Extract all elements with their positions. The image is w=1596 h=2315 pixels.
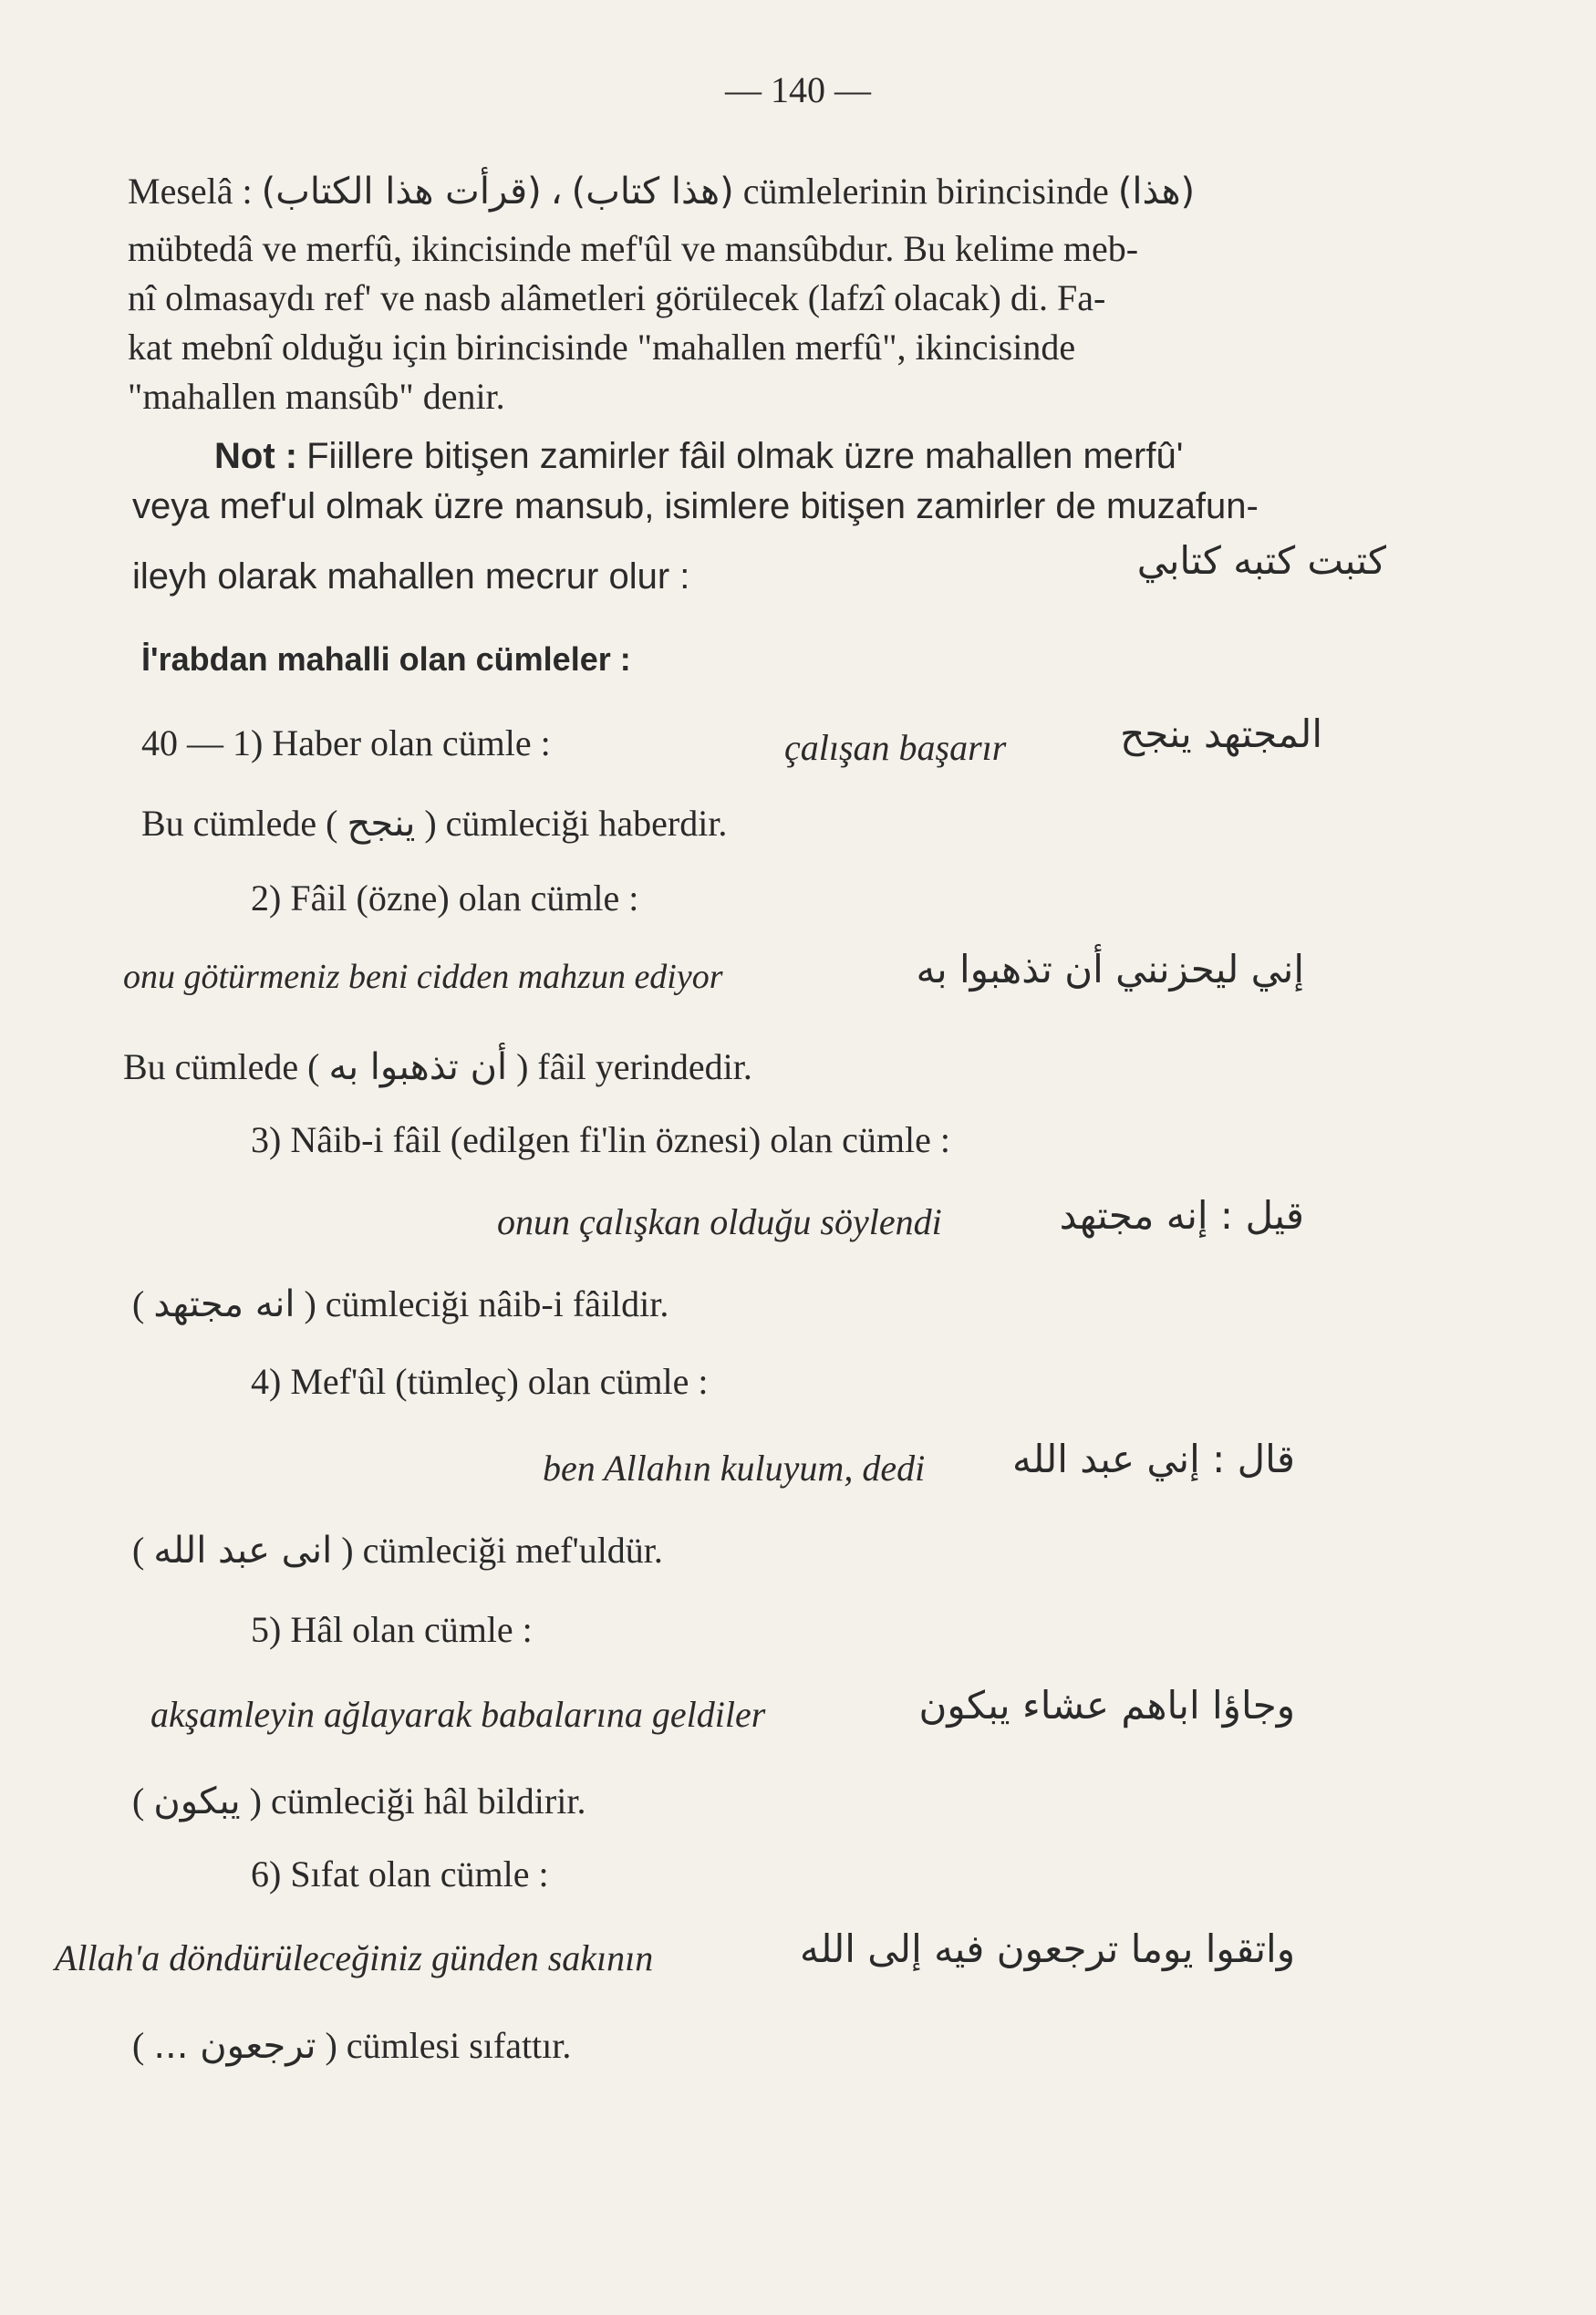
item-4-explain	[132, 1528, 663, 1573]
item-2-translation: onu götürmeniz beni cidden mahzun ediyor	[123, 958, 723, 996]
item-6-translation: Allah'a döndürüleceğiniz günden sakının	[55, 1937, 654, 1978]
item-2-arabic: إني ليحزنني أن تذهبوا به	[916, 947, 1304, 991]
item-3-explain-post: ) cümleciği nâib-i fâildir.	[304, 1283, 669, 1324]
example-label: Meselâ :	[128, 171, 253, 212]
item-2-explain-arabic: أن تذهبوا به	[328, 1046, 508, 1088]
item-5-explain-arabic: يبكون	[153, 1780, 241, 1822]
item-5-explain-post: ) cümleciği hâl bildirir.	[249, 1780, 586, 1822]
item-6-explain-post: ) cümlesi sıfattır.	[325, 2025, 572, 2066]
page-number: — 140 —	[725, 69, 871, 110]
item-1-explain-arabic: ينجح	[347, 803, 416, 845]
item-4-explain-pre: (	[132, 1530, 145, 1571]
item-1-translation: çalışan başarır	[784, 727, 1007, 768]
item-4-label: 4) Mef'ûl (tümleç) olan cümle :	[251, 1361, 709, 1402]
example-line-4: kat mebnî olduğu için birincisinde "mahallen merfû", ikincisinde	[128, 327, 1076, 368]
item-2-explain	[123, 1044, 752, 1090]
item-3-arabic: قيل : إنه مجتهد	[1059, 1193, 1304, 1238]
note-arabic: كتبت كتبه كتابي	[1136, 538, 1386, 583]
item-1-label: 40 — 1) Haber olan cümle :	[141, 722, 551, 763]
item-3-explain	[132, 1282, 668, 1327]
item-6-label: 6) Sıfat olan cümle :	[251, 1853, 549, 1895]
section-heading: İ'rabdan mahalli olan cümleler :	[141, 640, 631, 678]
note-line-1	[214, 433, 1183, 479]
item-2-explain-pre: Bu cümlede (	[123, 1046, 320, 1087]
note-line-3: ileyh olarak mahallen mecrur olur :	[132, 556, 690, 597]
item-4-arabic: قال : إني عبد الله	[1012, 1437, 1295, 1481]
example-arabic-1: (قرأت هذا الكتاب)	[261, 171, 542, 213]
note-text-1: Fiillere bitişen zamirler fâil olmak üzre mahallen merfû'	[306, 436, 1184, 476]
example-line-3: nî olmasaydı ref' ve nasb alâmetleri görülecek (lafzî olacak) di. Fa-	[128, 277, 1106, 318]
item-6-arabic: واتقوا يوما ترجعون فيه إلى الله	[800, 1926, 1295, 1971]
example-line-5: "mahallen mansûb" denir.	[128, 376, 505, 417]
item-6-explain-pre: (	[132, 2025, 145, 2066]
item-5-explain	[132, 1779, 586, 1824]
item-3-label: 3) Nâib-i fâil (edilgen fi'lin öznesi) olan cümle :	[251, 1119, 950, 1160]
item-5-arabic: وجاؤا اباهم عشاء يبكون	[918, 1683, 1295, 1728]
note-label: Not :	[214, 436, 298, 476]
item-4-translation: ben Allahın kuluyum, dedi	[543, 1448, 926, 1489]
item-5-label: 5) Hâl olan cümle :	[251, 1609, 533, 1650]
example-separator: ،	[550, 171, 563, 212]
item-1-arabic: المجتهد ينجح	[1120, 711, 1322, 756]
item-3-explain-pre: (	[132, 1283, 145, 1324]
item-2-label: 2) Fâil (özne) olan cümle :	[251, 877, 639, 919]
item-4-explain-arabic: انى عبد الله	[153, 1530, 333, 1572]
example-line-1	[128, 169, 1195, 214]
item-4-explain-post: ) cümleciği mef'uldür.	[341, 1530, 663, 1571]
item-1-explain-post: ) cümleciği haberdir.	[424, 803, 728, 844]
item-5-translation: akşamleyin ağlayarak babalarına geldiler	[150, 1694, 766, 1735]
example-line-2: mübtedâ ve merfû, ikincisinde mef'ûl ve mansûbdur. Bu kelime meb-	[128, 228, 1139, 269]
item-3-translation: onun çalışkan olduğu söylendi	[497, 1201, 942, 1242]
item-6-explain-arabic: ترجعون ...	[153, 2025, 316, 2067]
item-6-explain	[132, 2023, 571, 2069]
example-text-1: cümlelerinin birincisinde	[742, 171, 1109, 212]
example-arabic-2: (هذا كتاب)	[571, 171, 734, 213]
item-1-explain	[141, 801, 727, 846]
example-arabic-3: (هذا)	[1117, 171, 1196, 213]
item-1-explain-pre: Bu cümlede (	[141, 803, 338, 844]
item-3-explain-arabic: انه مجتهد	[153, 1283, 295, 1325]
note-line-2: veya mef'ul olmak üzre mansub, isimlere bitişen zamirler de muzafun-	[132, 486, 1259, 526]
item-5-explain-pre: (	[132, 1780, 145, 1822]
item-2-explain-post: ) fâil yerindedir.	[516, 1046, 752, 1087]
